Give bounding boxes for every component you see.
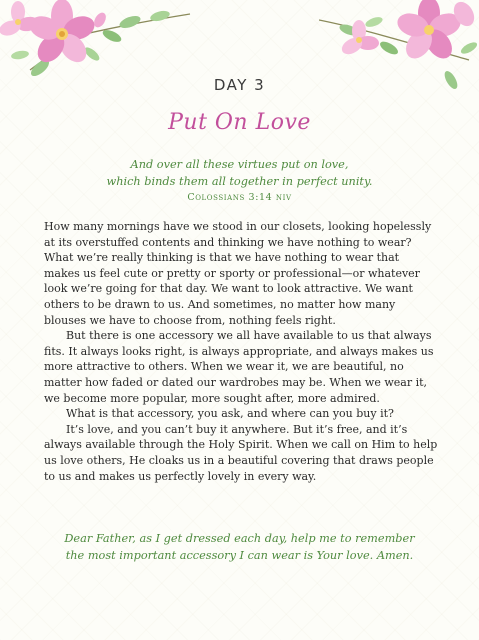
- body-paragraph: But there is one accessory we all have available to us that always fits. It always looks right, is always appropriate, and always makes us more attractive to others. When we wear it, we are beautiful, no matter how faded or dated our wardrobes may be. When we wear it, we become more popular, more sought after, more admired.: [44, 329, 434, 405]
- prayer-line: the most important accessory I can wear is Your love. Amen.: [65, 548, 414, 562]
- verse-reference: Colossians 3:14 niv: [187, 192, 292, 203]
- body-paragraph: What is that accessory, you ask, and where can you buy it?: [66, 407, 394, 421]
- closing-prayer: [40, 531, 439, 564]
- devotion-body: [44, 219, 438, 484]
- prayer-line: Dear Father, as I get dressed each day, help me to remember: [64, 532, 415, 545]
- body-paragraph: It’s love, and you can’t buy it anywhere. But it’s free, and it’s always available through the Holy Spirit. When we call on Him to help us love others, He cloaks us in a beautiful covering that draws people to us and makes us perfectly lovely in every way.: [44, 422, 438, 483]
- day-label: DAY 3: [213, 76, 266, 94]
- devotion-title: Put On Love: [168, 110, 311, 135]
- verse-line: which binds them all together in perfect unity.: [106, 175, 373, 188]
- scripture-verse: [40, 156, 439, 190]
- verse-line: And over all these virtues put on love,: [130, 158, 349, 171]
- body-paragraph: How many mornings have we stood in our closets, looking hopelessly at its overstuffed contents and thinking we have nothing to wear? What we’re really thinking is that we have nothing to wear that makes us feel cute or pretty or sporty or professional—or whatever look we’re going for that day. We want to look attractive. We want others to be drawn to us. And sometimes, no matter how many blouses we have to choose from, nothing feels right.: [44, 220, 432, 327]
